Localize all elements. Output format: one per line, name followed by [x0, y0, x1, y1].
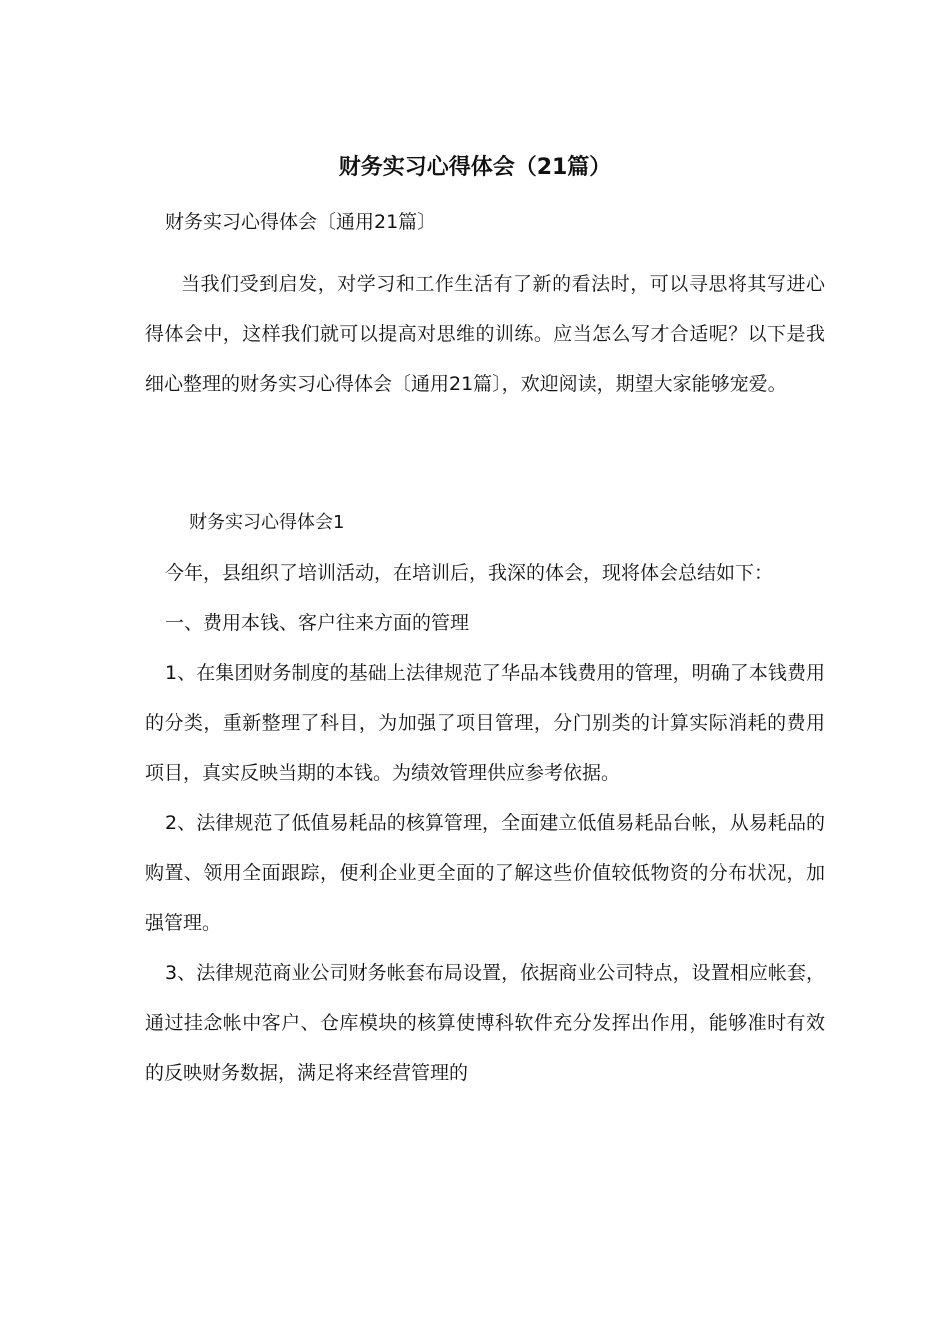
body-paragraph: 3、法律规范商业公司财务帐套布局设置，依据商业公司特点，设置相应帐套，通过挂念帐中客户、仓库模块的核算使博科软件充分发挥出作用，能够准时有效的反映财务数据，满足将来经营管理的: [145, 962, 825, 1084]
body-paragraph: 2、法律规范了低值易耗品的核算管理，全面建立低值易耗品台帐，从易耗品的购置、领用全面跟踪，便利企业更全面的了解这些价值较低物资的分布状况，加强管理。: [145, 812, 825, 934]
body-paragraph: 一、费用本钱、客户往来方面的管理: [165, 612, 470, 634]
body-paragraph: 1、在集团财务制度的基础上法律规范了华品本钱费用的管理，明确了本钱费用的分类，重新整理了科目，为加强了项目管理，分门别类的计算实际消耗的费用项目，真实反映当期的本钱。为绩效管理供应参考依据。: [145, 662, 825, 784]
intro-paragraph: 当我们受到启发，对学习和工作生活有了新的看法时，可以寻思将其写进心得体会中，这样我们就可以提高对思维的训练。应当怎么写才合适呢？以下是我细心整理的财务实习心得体会〔通用21篇〕，欢迎阅读，期望大家能够宠爱。: [145, 273, 825, 395]
body-paragraph: 今年，县组织了培训活动，在培训后，我深的体会，现将体会总结如下：: [165, 562, 774, 584]
section-heading: 财务实习心得体会1: [189, 512, 345, 533]
section-body: [145, 548, 825, 1098]
document-title: 财务实习心得体会（21篇）: [338, 155, 612, 180]
document-subtitle: 财务实习心得体会〔通用21篇〕: [165, 211, 437, 233]
